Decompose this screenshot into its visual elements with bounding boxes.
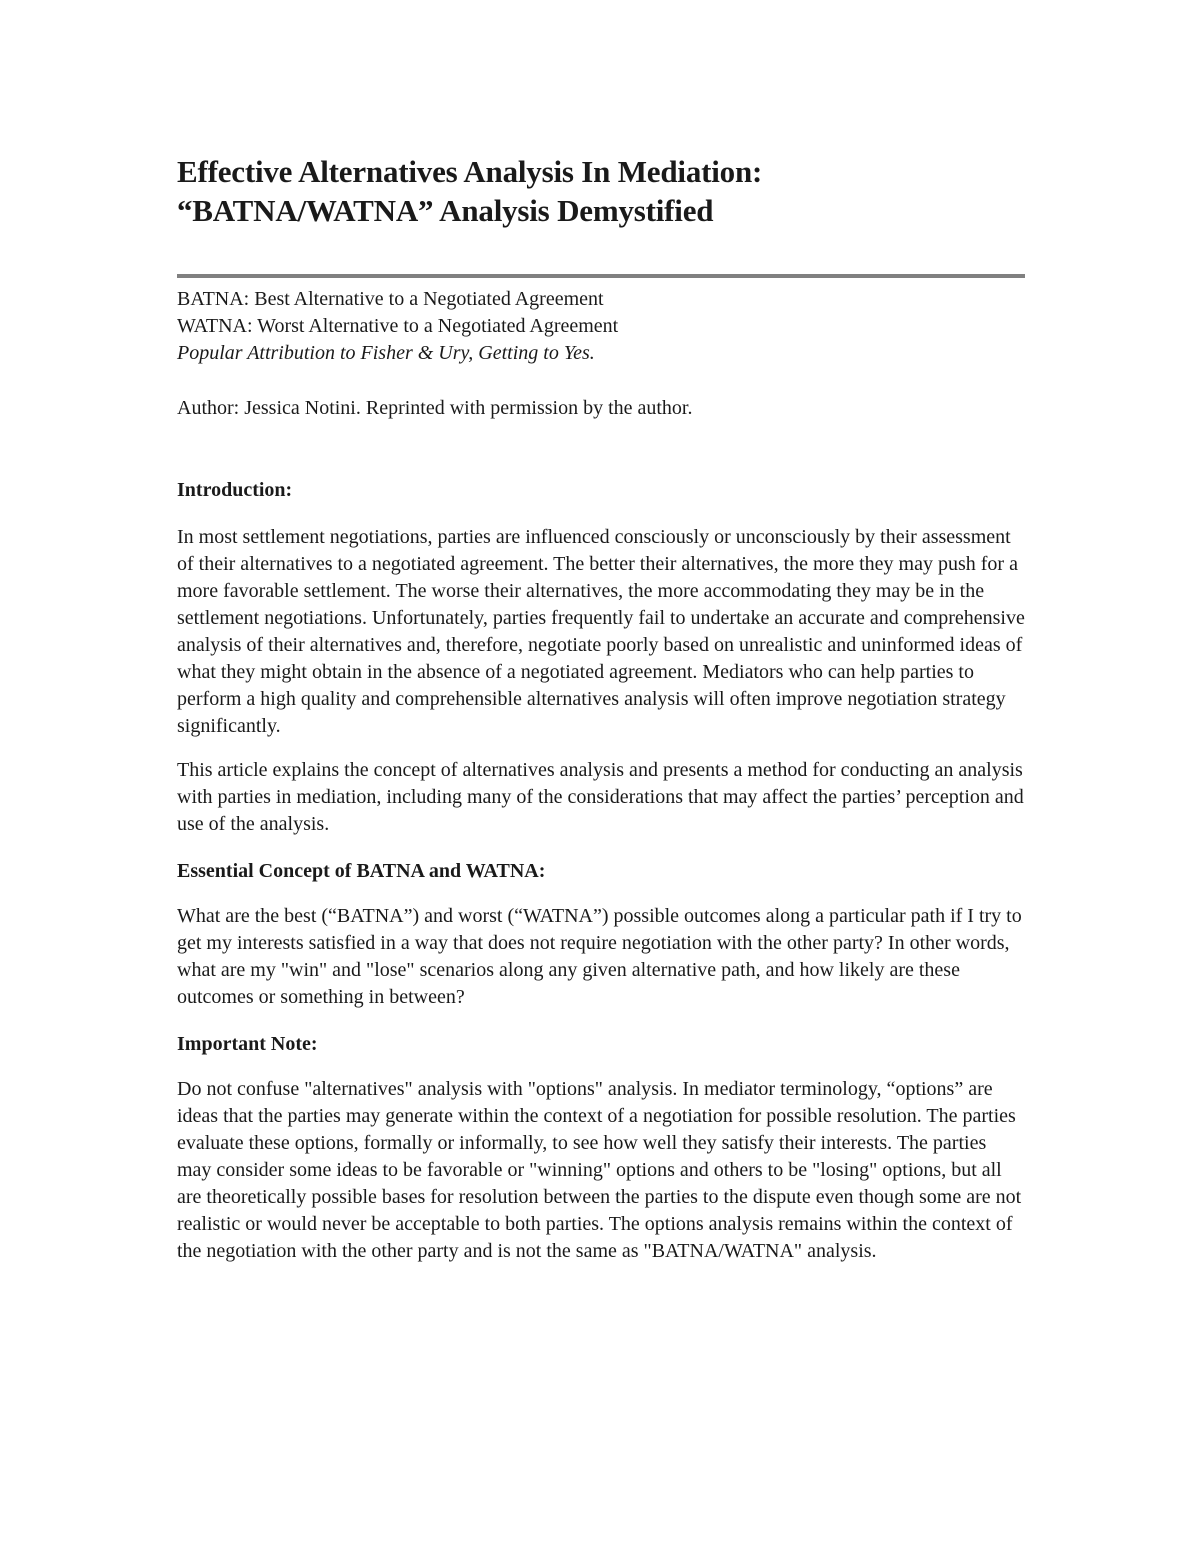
definitions-block — [177, 286, 1025, 367]
introduction-heading: Introduction: — [177, 479, 293, 501]
document-title — [177, 152, 1025, 230]
important-note-paragraph: Do not confuse "alternatives" analysis with "options" analysis. In mediator terminology, “options” are ideas that the parties may generate within the context of a negotiation for possible resolution. The parties evaluate these options, formally or informally, to see how well they satisfy their interests. The parties may consider some ideas to be favorable or "winning" options and others to be "losing" options, but all are theoretically possible bases for resolution between the parties to the dispute even though some are not realistic or would never be acceptable to both parties. The options analysis remains within the context of the negotiation with the other party and is not the same as "BATNA/WATNA" analysis. — [177, 1078, 1022, 1262]
important-note-heading: Important Note: — [177, 1033, 318, 1055]
introduction-paragraph-2: This article explains the concept of alternatives analysis and presents a method for conducting an analysis with parties in mediation, including many of the considerations that may affect the parties’ perception and use of the analysis. — [177, 759, 1024, 835]
title-divider — [177, 274, 1025, 278]
attribution-line: Popular Attribution to Fisher & Ury, Getting to Yes. — [177, 342, 595, 364]
concept-paragraph: What are the best (“BATNA”) and worst (“WATNA”) possible outcomes along a particular path if I try to get my interests satisfied in a way that does not require negotiation with the other party? In other words, what are my "win" and "lose" scenarios along any given alternative path, and how likely are these outcomes or something in between? — [177, 905, 1022, 1008]
concept-heading: Essential Concept of BATNA and WATNA: — [177, 860, 546, 882]
batna-definition: BATNA: Best Alternative to a Negotiated Agreement — [177, 288, 604, 310]
watna-definition: WATNA: Worst Alternative to a Negotiated Agreement — [177, 315, 619, 337]
document-page — [177, 152, 1025, 1265]
introduction-paragraph-1: In most settlement negotiations, parties are influenced consciously or unconsciously by their assessment of their alternatives to a negotiated agreement. The better their alternatives, the more they may push for a more favorable settlement. The worse their alternatives, the more accommodating they may be in the settlement negotiations. Unfortunately, parties frequently fail to undertake an accurate and comprehensive analysis of their alternatives and, therefore, negotiate poorly based on unrealistic and uninformed ideas of what they might obtain in the absence of a negotiated agreement. Mediators who can help parties to perform a high quality and comprehensible alternatives analysis will often improve negotiation strategy significantly. — [177, 526, 1025, 737]
author-line: Author: Jessica Notini. Reprinted with permission by the author. — [177, 397, 693, 419]
title-line-1: Effective Alternatives Analysis In Mediation: — [177, 154, 763, 189]
title-line-2: “BATNA/WATNA” Analysis Demystified — [177, 193, 714, 228]
